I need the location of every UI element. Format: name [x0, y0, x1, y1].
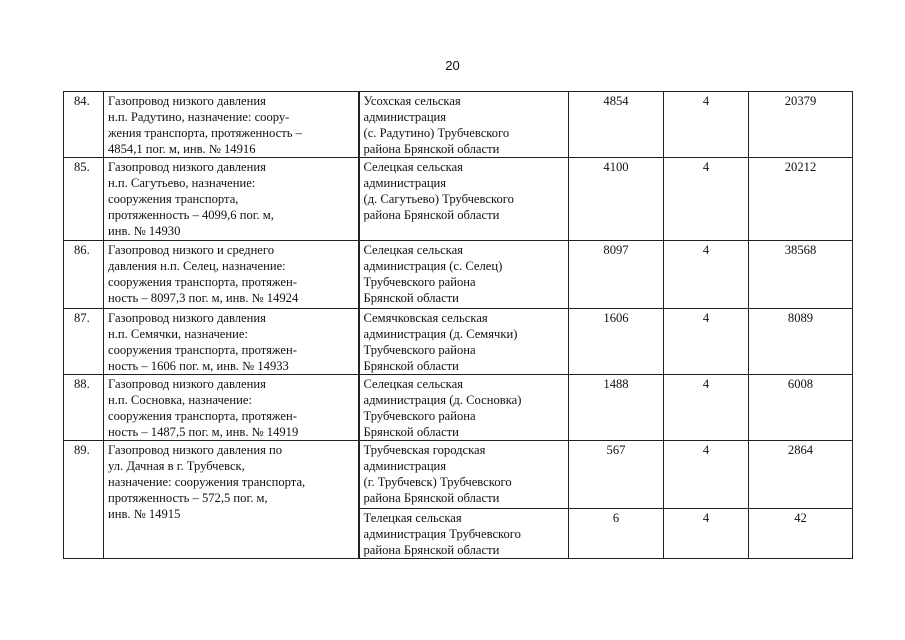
object-description: [104, 92, 359, 158]
cell-line: Селецкая сельская: [363, 377, 463, 391]
cell-line: администрация: [363, 176, 447, 190]
object-description: [104, 241, 359, 309]
cell-line: н.п. Сагутьево, назначение:: [108, 176, 256, 190]
category-value: 4: [664, 158, 749, 241]
object-description: [104, 375, 359, 441]
cell-line: ность – 8097,3 пог. м, инв. № 14924: [108, 291, 299, 305]
cell-line: н.п. Сосновка, назначение:: [108, 393, 252, 407]
cost-value: 20212: [749, 158, 853, 241]
cell-line: Газопровод низкого давления: [108, 377, 266, 391]
cell-line: администрация (д. Семячки): [363, 327, 518, 341]
table-row: [64, 92, 853, 158]
category-value: 4: [664, 375, 749, 441]
administration-name: [359, 241, 569, 309]
table-body: [64, 92, 853, 559]
row-number: 86.: [64, 241, 104, 309]
cell-line: Газопровод низкого давления: [108, 94, 266, 108]
row-number: 84.: [64, 92, 104, 158]
cell-line: (г. Трубчевск) Трубчевского: [363, 475, 512, 489]
length-value: 6: [569, 509, 664, 559]
cell-line: инв. № 14915: [108, 507, 181, 521]
table-row: [64, 309, 853, 375]
cost-value: 6008: [749, 375, 853, 441]
cell-line: ность – 1487,5 пог. м, инв. № 14919: [108, 425, 299, 439]
administration-name: [359, 375, 569, 441]
cell-line: 4854,1 пог. м, инв. № 14916: [108, 142, 256, 156]
cell-line: Трубчевского района: [363, 409, 476, 423]
property-table: [63, 91, 853, 559]
cell-line: ул. Дачная в г. Трубчевск,: [108, 459, 245, 473]
cell-line: жения транспорта, протяженность –: [108, 126, 302, 140]
cell-line: Трубчевского района: [363, 343, 476, 357]
cell-line: Брянской области: [363, 425, 459, 439]
row-number: 88.: [64, 375, 104, 441]
length-value: 8097: [569, 241, 664, 309]
category-value: 4: [664, 241, 749, 309]
row-number: 85.: [64, 158, 104, 241]
cell-line: сооружения транспорта, протяжен-: [108, 409, 297, 423]
object-description: [104, 309, 359, 375]
cell-line: Трубчевского района: [363, 275, 476, 289]
length-value: 1606: [569, 309, 664, 375]
cell-line: ность – 1606 пог. м, инв. № 14933: [108, 359, 289, 373]
table-row: [64, 158, 853, 241]
cell-line: Телецкая сельская: [363, 511, 462, 525]
cell-line: района Брянской области: [363, 208, 500, 222]
cost-value: 38568: [749, 241, 853, 309]
administration-name: [359, 309, 569, 375]
cell-line: администрация (д. Сосновка): [363, 393, 522, 407]
cell-line: района Брянской области: [363, 142, 500, 156]
administration-name: [359, 509, 569, 559]
row-number: 87.: [64, 309, 104, 375]
cell-line: н.п. Радутино, назначение: соору-: [108, 110, 290, 124]
table-row: [64, 375, 853, 441]
category-value: 4: [664, 92, 749, 158]
cell-line: администрация: [363, 110, 447, 124]
cell-line: района Брянской области: [363, 543, 500, 557]
cell-line: Брянской области: [363, 359, 459, 373]
cell-line: Семячковская сельская: [363, 311, 488, 325]
cell-line: Селецкая сельская: [363, 243, 463, 257]
cell-line: Усохская сельская: [363, 94, 461, 108]
cell-line: Селецкая сельская: [363, 160, 463, 174]
row-number: 89.: [64, 441, 104, 559]
cell-line: администрация (с. Селец): [363, 259, 503, 273]
cell-line: протяженность – 572,5 пог. м,: [108, 491, 268, 505]
cell-line: района Брянской области: [363, 491, 500, 505]
length-value: 567: [569, 441, 664, 509]
length-value: 4100: [569, 158, 664, 241]
cell-line: назначение: сооружения транспорта,: [108, 475, 306, 489]
cell-line: Газопровод низкого давления: [108, 311, 266, 325]
cell-line: сооружения транспорта, протяжен-: [108, 275, 297, 289]
cost-value: 8089: [749, 309, 853, 375]
cell-line: сооружения транспорта, протяжен-: [108, 343, 297, 357]
length-value: 4854: [569, 92, 664, 158]
length-value: 1488: [569, 375, 664, 441]
cell-line: сооружения транспорта,: [108, 192, 239, 206]
cell-line: Газопровод низкого давления: [108, 160, 266, 174]
cell-line: протяженность – 4099,6 пог. м,: [108, 208, 274, 222]
category-value: 4: [664, 509, 749, 559]
cell-line: Брянской области: [363, 291, 459, 305]
cell-line: Трубчевская городская: [363, 443, 486, 457]
cost-value: 20379: [749, 92, 853, 158]
administration-name: [359, 441, 569, 509]
object-description: [104, 441, 359, 559]
cell-line: администрация: [363, 459, 447, 473]
table-row: [64, 241, 853, 309]
cell-line: давления н.п. Селец, назначение:: [108, 259, 286, 273]
cell-line: (д. Сагутьево) Трубчевского: [363, 192, 514, 206]
object-description: [104, 158, 359, 241]
category-value: 4: [664, 441, 749, 509]
cell-line: (с. Радутино) Трубчевского: [363, 126, 510, 140]
page-number: 20: [445, 58, 460, 73]
cost-value: 2864: [749, 441, 853, 509]
administration-name: [359, 92, 569, 158]
cost-value: 42: [749, 509, 853, 559]
cell-line: Газопровод низкого давления по: [108, 443, 283, 457]
cell-line: инв. № 14930: [108, 224, 181, 238]
administration-name: [359, 158, 569, 241]
cell-line: Газопровод низкого и среднего: [108, 243, 275, 257]
category-value: 4: [664, 309, 749, 375]
cell-line: администрация Трубчевского: [363, 527, 521, 541]
table-row: [64, 441, 853, 509]
cell-line: н.п. Семячки, назначение:: [108, 327, 248, 341]
